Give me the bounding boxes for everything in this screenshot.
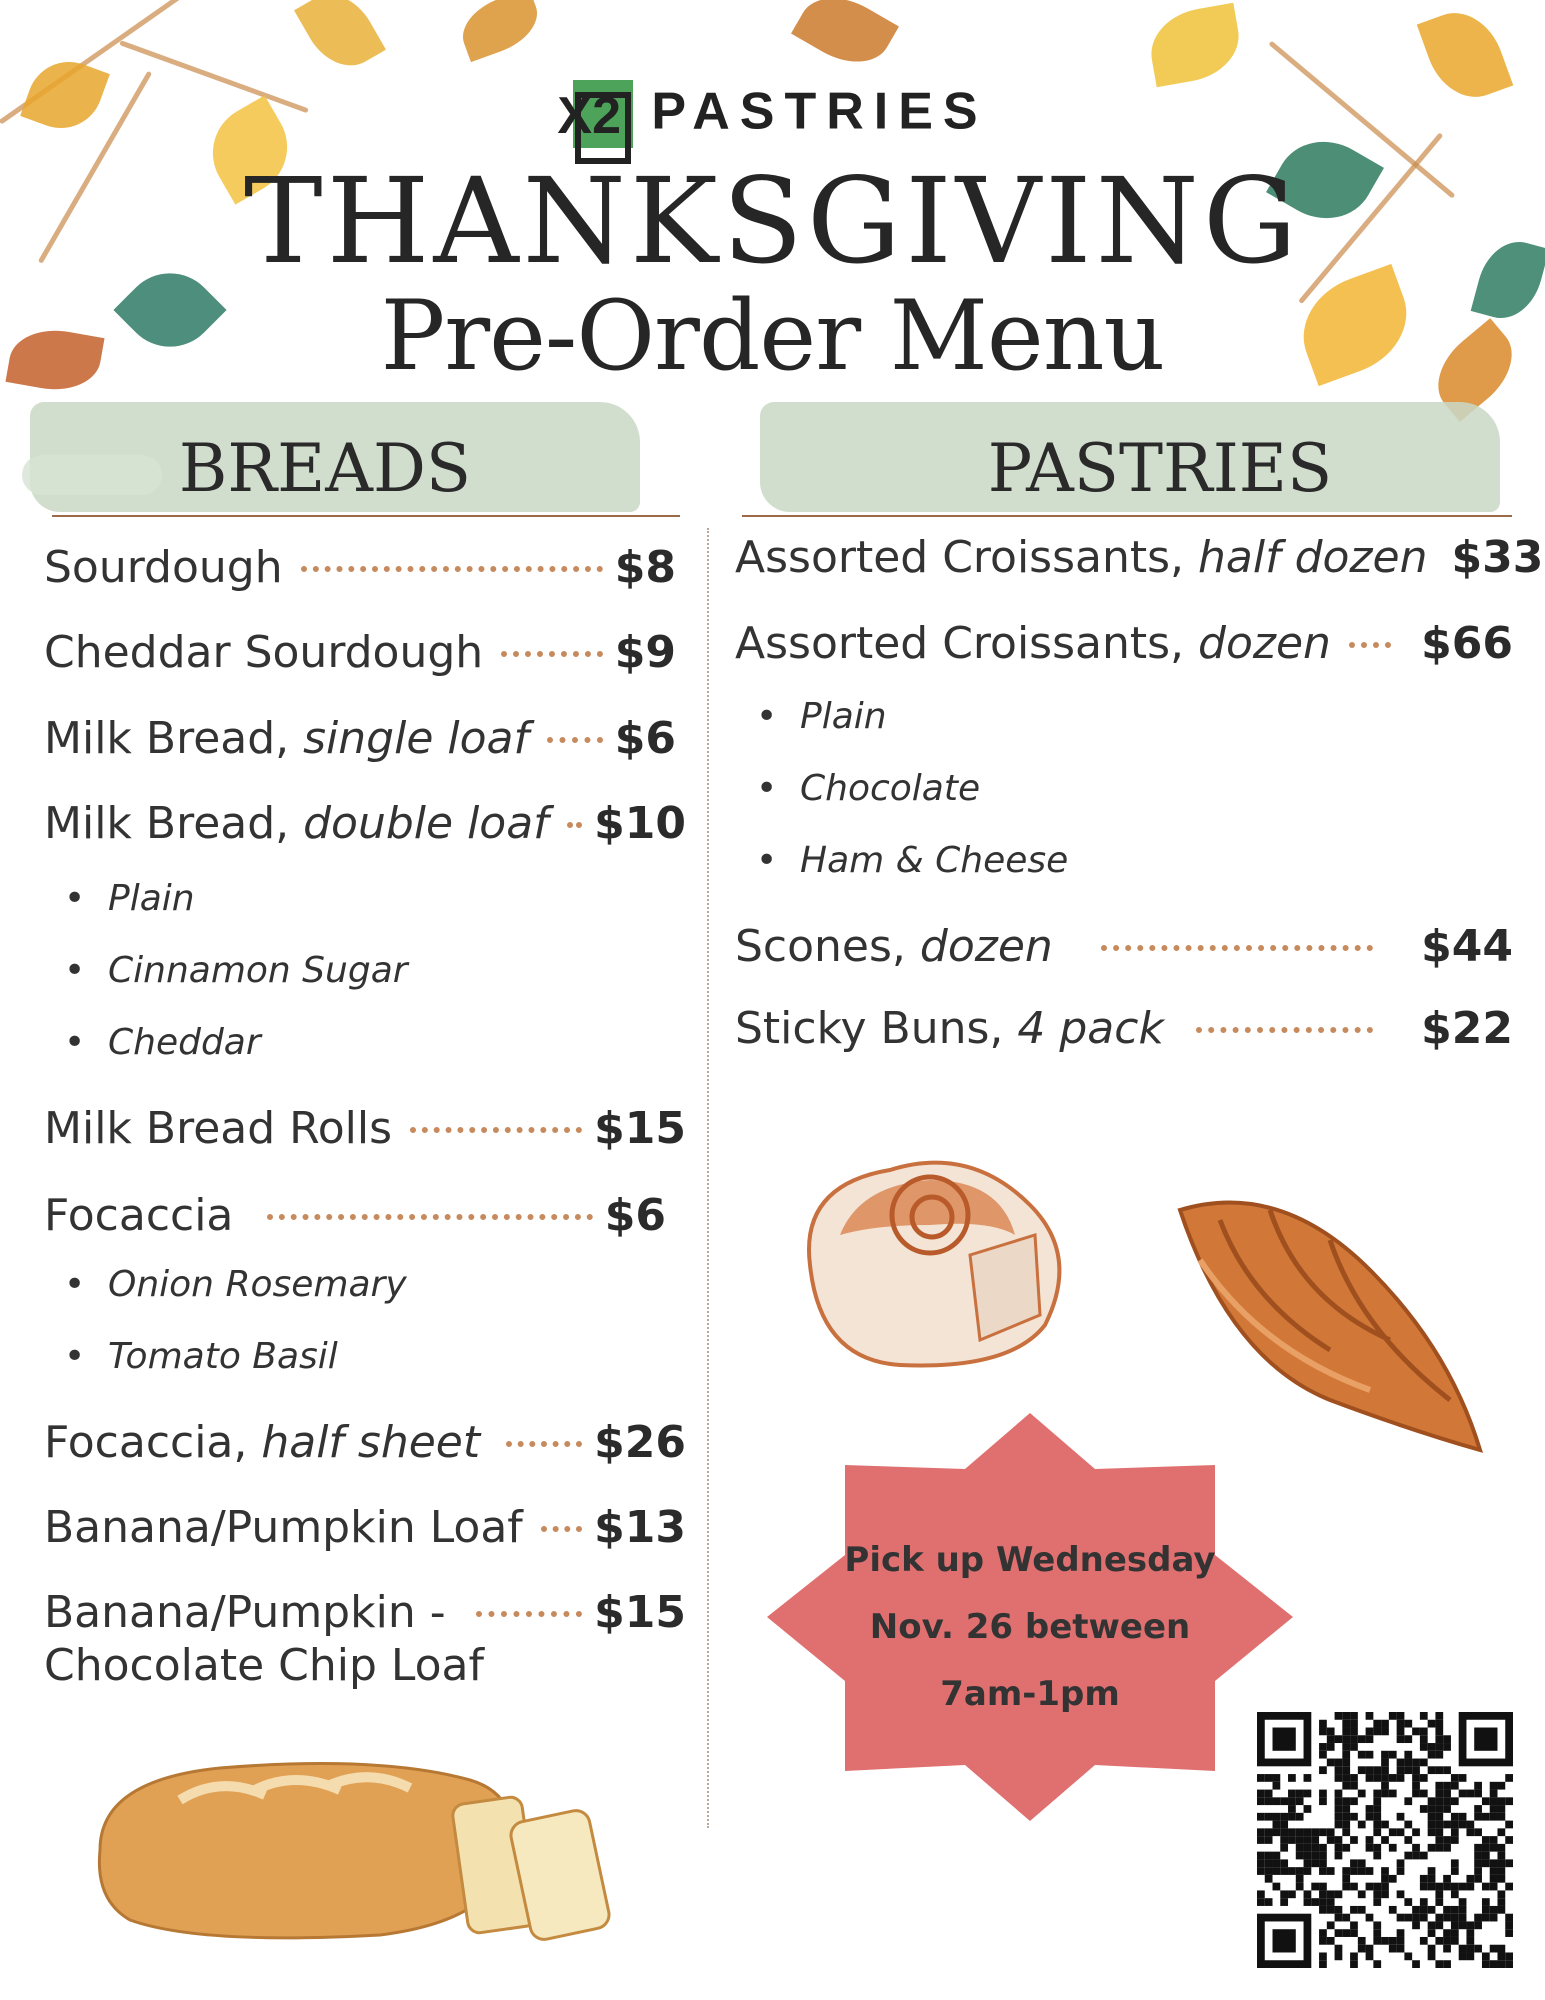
flavor-item: • Plain: [756, 696, 887, 737]
menu-item: Scones, dozen $44: [735, 920, 1513, 972]
menu-item: Sourdough $8: [44, 541, 676, 593]
menu-item: Cheddar Sourdough $9: [44, 626, 676, 678]
breads-rule: [52, 515, 680, 517]
menu-item: Banana/Pumpkin - $15: [44, 1586, 686, 1638]
menu-item: Focaccia, half sheet $26: [44, 1416, 686, 1468]
flavor-item: • Plain: [64, 878, 195, 919]
menu-item: Milk Bread, single loaf $6: [44, 712, 676, 764]
pastries-rule: [742, 515, 1512, 517]
menu-item-line2: Chocolate Chip Loaf: [44, 1640, 484, 1691]
cinnamon-roll-illustration: [780, 1125, 1080, 1375]
menu-item: Milk Bread, double loaf $10: [44, 797, 686, 849]
brand-logo: [0, 80, 1545, 150]
column-divider: [707, 528, 709, 1828]
flavor-item: • Chocolate: [756, 768, 980, 809]
menu-item: Focaccia $6: [44, 1189, 666, 1241]
menu-item: Milk Bread Rolls $15: [44, 1102, 686, 1154]
qr-code[interactable]: [1257, 1712, 1513, 1968]
page-subtitle: Pre-Order Menu: [380, 280, 1165, 392]
pickup-date: Nov. 26 between: [869, 1607, 1191, 1647]
brand-name: PASTRIES: [651, 82, 988, 141]
flavor-item: • Tomato Basil: [64, 1336, 338, 1377]
flavor-item: • Cinnamon Sugar: [64, 950, 408, 991]
page-title: THANKSGIVING: [243, 152, 1302, 290]
menu-item: Sticky Buns, 4 pack $22: [735, 1002, 1513, 1054]
flavor-item: • Ham & Cheese: [756, 840, 1068, 881]
menu-item: Assorted Croissants, dozen $66: [735, 617, 1513, 669]
flavor-item: • Cheddar: [64, 1022, 261, 1063]
pickup-time: 7am-1pm: [940, 1674, 1120, 1714]
pickup-day: Pick up Wednesday: [844, 1540, 1216, 1580]
menu-item: Banana/Pumpkin Loaf $13: [44, 1501, 686, 1553]
pastries-heading: PASTRIES: [987, 430, 1333, 507]
menu-item: Assorted Croissants, half dozen $33: [735, 531, 1544, 583]
breads-heading: BREADS: [178, 430, 472, 507]
flavor-item: • Onion Rosemary: [64, 1264, 407, 1305]
bread-loaf-illustration: [80, 1740, 620, 1960]
brand-mark: X2: [557, 80, 633, 150]
